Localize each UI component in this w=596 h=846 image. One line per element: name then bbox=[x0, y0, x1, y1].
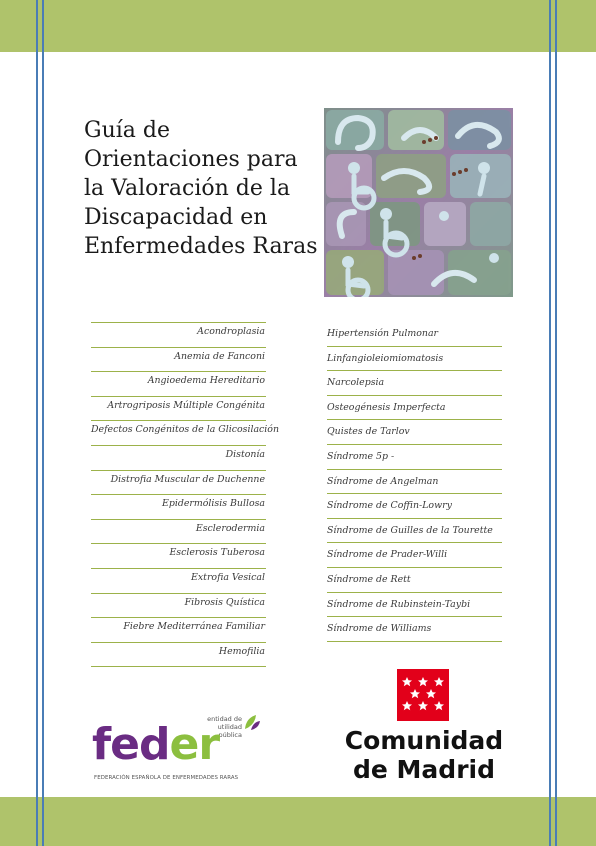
list-item: Quistes de Tarlov bbox=[327, 420, 502, 445]
disease-list-left bbox=[91, 322, 279, 667]
list-item: Distonía bbox=[91, 446, 266, 471]
feder-logo bbox=[90, 712, 270, 792]
disease-list-right bbox=[327, 322, 502, 642]
document-title: Guía de Orientaciones para la Valoración de la Discapacidad en Enfermedades Raras bbox=[84, 118, 318, 259]
list-item: Esclerosis Tuberosa bbox=[91, 544, 266, 569]
feder-wordmark-green: er bbox=[169, 719, 220, 770]
feder-wordmark-purple: fed bbox=[92, 719, 170, 770]
list-item: Narcolepsia bbox=[327, 371, 502, 396]
list-item: Síndrome de Coffin-Lowry bbox=[327, 494, 502, 519]
accessibility-icons-mosaic bbox=[324, 108, 513, 297]
list-item: Angioedema Hereditario bbox=[91, 372, 266, 397]
list-item: Fibrosis Quística bbox=[91, 594, 266, 619]
list-item: Síndrome de Guilles de la Tourette bbox=[327, 519, 502, 544]
top-band bbox=[0, 0, 596, 52]
list-item: Hemofilia bbox=[91, 643, 266, 668]
list-item: Síndrome de Rubinstein-Taybi bbox=[327, 593, 502, 618]
list-item: Síndrome de Rett bbox=[327, 568, 502, 593]
frame-line-right-inner bbox=[549, 0, 551, 846]
list-item: Linfangioleiomiomatosis bbox=[327, 347, 502, 372]
list-item: Anemia de Fanconi bbox=[91, 348, 266, 373]
list-item: Extrofia Vesical bbox=[91, 569, 266, 594]
frame-line-right-outer bbox=[555, 0, 557, 846]
list-item: Esclerodermia bbox=[91, 520, 266, 545]
frame-line-left-inner bbox=[42, 0, 44, 846]
list-item: Síndrome de Prader-Willi bbox=[327, 543, 502, 568]
list-item: Hipertensión Pulmonar bbox=[327, 322, 502, 347]
list-item: Osteogénesis Imperfecta bbox=[327, 396, 502, 421]
bottom-band bbox=[0, 797, 596, 846]
feder-leaf-icon bbox=[242, 712, 262, 732]
list-item: Defectos Congénitos de la Glicosilación bbox=[91, 421, 266, 446]
madrid-name: Comunidad de Madrid bbox=[344, 726, 504, 784]
frame-line-left-outer bbox=[36, 0, 38, 846]
list-item: Síndrome de Williams bbox=[327, 617, 502, 642]
list-item: Síndrome 5p - bbox=[327, 445, 502, 470]
list-item: Acondroplasia bbox=[91, 323, 266, 348]
feder-wordmark bbox=[92, 720, 219, 770]
feder-full-name: FEDERACIÓN ESPAÑOLA DE ENFERMEDADES RARAS bbox=[94, 775, 239, 781]
madrid-flag-icon bbox=[397, 669, 449, 721]
list-item: Epidermólisis Bullosa bbox=[91, 495, 266, 520]
list-item: Artrogriposis Múltiple Congénita bbox=[91, 397, 266, 422]
list-item: Fiebre Mediterránea Familiar bbox=[91, 618, 266, 643]
list-item: Distrofia Muscular de Duchenne bbox=[91, 471, 266, 496]
feder-public-label: entidad de utilidad pública bbox=[207, 715, 242, 739]
list-item: Síndrome de Angelman bbox=[327, 470, 502, 495]
